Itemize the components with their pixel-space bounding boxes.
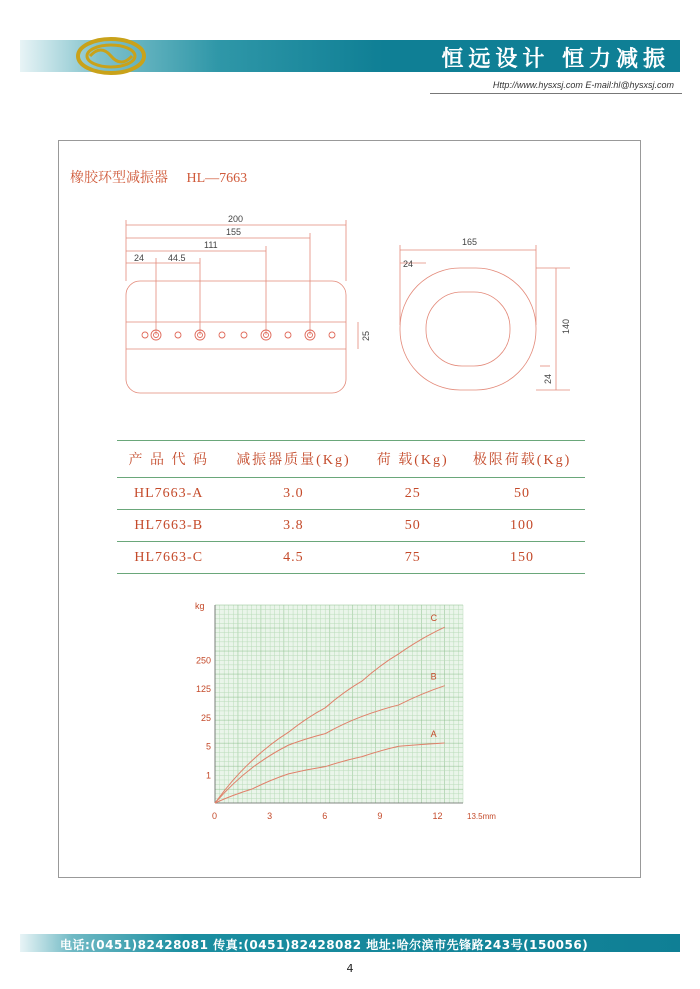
table-cell: 150	[459, 542, 585, 574]
dim-24-front: 24	[134, 253, 145, 263]
product-name: 橡胶环型减振器	[70, 170, 168, 186]
table-header: 极限荷载(Kg)	[459, 441, 585, 478]
footer-contact: 电话:(0451)82428081 传真:(0451)82428082 地址:哈尔滨市先锋路243号(150056)	[60, 938, 589, 952]
dim-165: 165	[462, 237, 478, 247]
table-cell: 4.5	[220, 542, 366, 574]
product-code: HL—7663	[186, 171, 248, 186]
dim-111: 111	[204, 240, 218, 250]
table-cell: 75	[366, 542, 459, 574]
spec-table	[117, 440, 585, 574]
table-cell: 50	[366, 510, 459, 542]
product-title	[70, 167, 247, 187]
dim-200: 200	[228, 214, 244, 224]
table-header: 荷 载(Kg)	[366, 441, 459, 478]
series-label: B	[430, 671, 437, 682]
x-tick-label: 3	[267, 811, 273, 821]
table-cell: HL7663-C	[117, 542, 220, 574]
x-tick-label: 12	[432, 811, 443, 821]
dim-140: 140	[561, 318, 571, 334]
dim-155: 155	[226, 227, 242, 237]
y-tick-label: 5	[205, 741, 211, 752]
x-tick-label: 9	[377, 811, 383, 821]
series-label: A	[430, 728, 437, 739]
x-tick-label: 0	[212, 811, 218, 821]
y-tick-label: 250	[195, 655, 211, 666]
table-cell: 50	[459, 478, 585, 510]
series-label: C	[430, 613, 438, 624]
table-cell: 3.0	[220, 478, 366, 510]
load-deflection-chart	[185, 595, 515, 830]
table-cell: HL7663-B	[117, 510, 220, 542]
company-logo-icon	[76, 36, 146, 76]
table-header: 产 品 代 码	[117, 441, 220, 478]
table-cell: HL7663-A	[117, 478, 220, 510]
dim-25: 25	[361, 330, 371, 341]
table-header-row	[117, 441, 585, 478]
chart-grid	[215, 605, 463, 803]
y-tick-label: 25	[200, 712, 211, 723]
table-row	[117, 542, 585, 574]
header-divider	[430, 93, 682, 94]
y-axis-label: kg	[195, 601, 205, 611]
x-tick-label: 13.5mm	[467, 812, 496, 821]
y-tick-label: 125	[195, 684, 211, 695]
table-header: 减振器质量(Kg)	[220, 441, 366, 478]
table-cell: 100	[459, 510, 585, 542]
technical-drawing	[100, 205, 600, 405]
table-row	[117, 478, 585, 510]
y-tick-label: 1	[205, 770, 211, 781]
header-contact: Http://www.hysxsj.com E-mail:hl@hysxsj.com	[492, 80, 674, 90]
table-cell: 3.8	[220, 510, 366, 542]
table-cell: 25	[366, 478, 459, 510]
header-title: 恒远设计 恒力减振	[441, 47, 670, 72]
page-number: 4	[346, 962, 354, 975]
dim-24-bottom: 24	[543, 373, 553, 384]
dim-24-side: 24	[403, 259, 414, 269]
x-tick-label: 6	[322, 811, 328, 821]
table-row	[117, 510, 585, 542]
dim-44-5: 44.5	[168, 253, 186, 263]
